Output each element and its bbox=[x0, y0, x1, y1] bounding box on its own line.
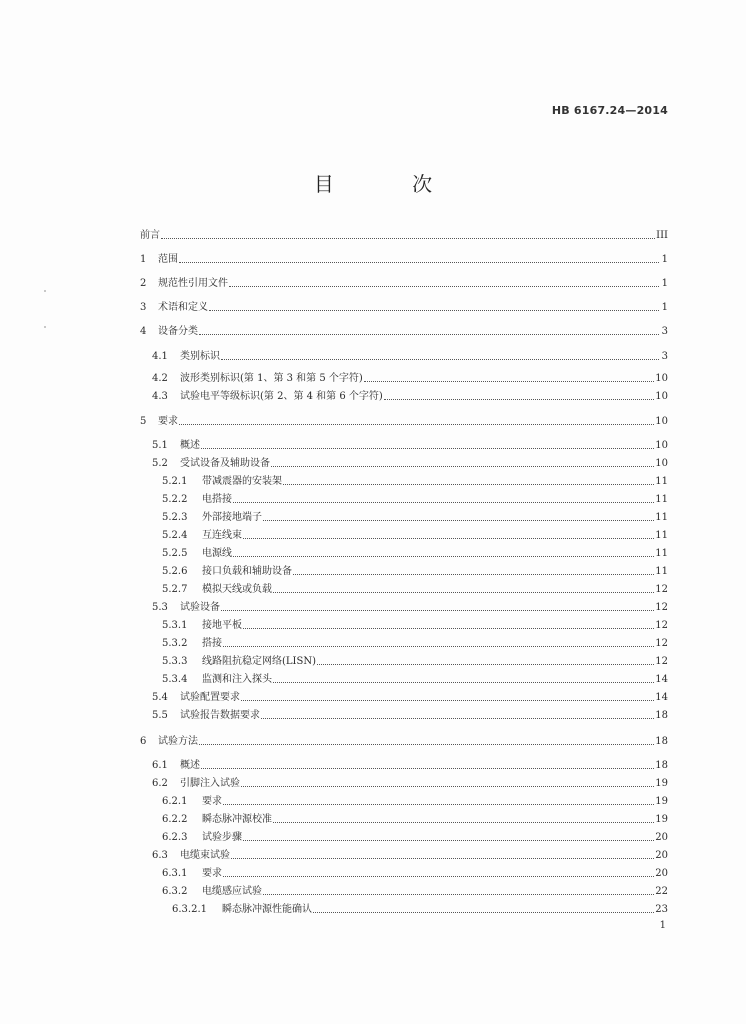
toc-entry[interactable] bbox=[162, 792, 668, 808]
toc-entry-page: 18 bbox=[655, 760, 668, 771]
toc-entry-title: 类别标识 bbox=[180, 351, 220, 362]
toc-entry[interactable] bbox=[162, 882, 668, 898]
toc-entry-page: 3 bbox=[661, 326, 668, 337]
toc-entry-number: 5.1 bbox=[152, 440, 168, 451]
toc-leader-dots bbox=[223, 804, 654, 805]
toc-entry-page: 10 bbox=[655, 416, 668, 427]
toc-leader-dots bbox=[283, 484, 654, 485]
toc-entry-title: 要求 bbox=[202, 796, 222, 807]
toc-leader-dots bbox=[273, 822, 654, 823]
toc-entry-number: 6 bbox=[140, 736, 147, 747]
toc-entry-page: 12 bbox=[655, 638, 668, 649]
toc-entry-page: 18 bbox=[655, 736, 668, 747]
toc-entry-number: 6.2 bbox=[152, 778, 168, 789]
toc-entry-page: 20 bbox=[655, 850, 668, 861]
toc-entry-page: 20 bbox=[655, 832, 668, 843]
toc-entry-page: 11 bbox=[655, 494, 668, 505]
toc-entry-page: 19 bbox=[655, 778, 668, 789]
toc-leader-dots bbox=[209, 310, 659, 311]
toc-entry-page: 19 bbox=[655, 814, 668, 825]
toc-entry[interactable] bbox=[172, 900, 668, 916]
toc-entry-number: 5.2.2 bbox=[162, 494, 188, 505]
toc-entry-page: III bbox=[656, 230, 668, 241]
toc-leader-dots bbox=[241, 786, 654, 787]
toc-entry[interactable] bbox=[152, 598, 668, 614]
toc-entry-title: 电缆感应试验 bbox=[202, 886, 262, 897]
toc-entry[interactable] bbox=[162, 810, 668, 826]
toc-entry[interactable] bbox=[162, 670, 668, 686]
page-number: 1 bbox=[659, 920, 666, 931]
toc-entry[interactable] bbox=[162, 828, 668, 844]
toc-entry-title: 电源线 bbox=[202, 548, 232, 559]
toc-entry-number: 2 bbox=[140, 278, 147, 289]
toc-entry-number: 6.2.1 bbox=[162, 796, 188, 807]
toc-entry[interactable] bbox=[140, 250, 668, 266]
toc-leader-dots bbox=[179, 262, 659, 263]
toc-leader-dots bbox=[263, 894, 654, 895]
toc-entry-title: 前言 bbox=[140, 230, 160, 241]
toc-entry-number: 5 bbox=[140, 416, 147, 427]
toc-entry-number: 5.2.7 bbox=[162, 584, 188, 595]
toc-entry-title: 电搭接 bbox=[202, 494, 232, 505]
toc-entry-title: 线路阻抗稳定网络(LISN) bbox=[202, 656, 316, 667]
toc-entry-page: 19 bbox=[655, 796, 668, 807]
toc-entry-title: 试验报告数据要求 bbox=[180, 710, 260, 721]
toc-leader-dots bbox=[199, 744, 654, 745]
toc-leader-dots bbox=[201, 448, 654, 449]
toc-leader-dots bbox=[384, 399, 654, 400]
toc-entry-page: 14 bbox=[655, 692, 668, 703]
toc-entry-number: 5.2.6 bbox=[162, 566, 188, 577]
toc-entry-number: 1 bbox=[140, 254, 147, 265]
toc-entry-title: 波形类别标识(第 1、第 3 和第 5 个字符) bbox=[180, 373, 363, 384]
scan-speck bbox=[44, 326, 46, 328]
toc-entry[interactable] bbox=[152, 846, 668, 862]
toc-entry-page: 12 bbox=[655, 620, 668, 631]
toc-leader-dots bbox=[293, 574, 654, 575]
toc-leader-dots bbox=[223, 876, 654, 877]
toc-entry-title: 试验步骤 bbox=[202, 832, 242, 843]
toc-entry-page: 10 bbox=[655, 458, 668, 469]
toc-entry[interactable] bbox=[140, 322, 668, 338]
toc-entry-number: 5.3 bbox=[152, 602, 168, 613]
toc-entry[interactable] bbox=[162, 490, 668, 506]
toc-entry-title: 概述 bbox=[180, 760, 200, 771]
toc-entry[interactable] bbox=[162, 544, 668, 560]
toc-entry-title: 试验方法 bbox=[158, 736, 198, 747]
toc-entry-number: 6.3.1 bbox=[162, 868, 188, 879]
toc-entry[interactable] bbox=[152, 387, 668, 403]
toc-entry[interactable] bbox=[152, 436, 668, 452]
toc-entry-title: 术语和定义 bbox=[158, 302, 208, 313]
toc-entry-page: 10 bbox=[655, 373, 668, 384]
toc-entry-number: 5.2.3 bbox=[162, 512, 188, 523]
toc-entry-page: 11 bbox=[655, 530, 668, 541]
toc-leader-dots bbox=[273, 592, 654, 593]
toc-entry[interactable] bbox=[140, 732, 668, 748]
toc-leader-dots bbox=[233, 556, 654, 557]
toc-entry[interactable] bbox=[140, 412, 668, 428]
toc-entry[interactable] bbox=[140, 298, 668, 314]
toc-leader-dots bbox=[261, 718, 654, 719]
toc-entry-page: 1 bbox=[661, 302, 668, 313]
toc-entry-page: 11 bbox=[655, 548, 668, 559]
toc-entry-number: 3 bbox=[140, 302, 147, 313]
toc-leader-dots bbox=[243, 628, 654, 629]
toc-entry-number: 4.1 bbox=[152, 351, 168, 362]
toc-entry[interactable] bbox=[152, 756, 668, 772]
toc-leader-dots bbox=[201, 768, 654, 769]
toc-entry-number: 6.2.2 bbox=[162, 814, 188, 825]
toc-entry-title: 受试设备及辅助设备 bbox=[180, 458, 270, 469]
toc-entry-title: 接口负载和辅助设备 bbox=[202, 566, 292, 577]
toc-leader-dots bbox=[317, 664, 654, 665]
toc-entry-page: 12 bbox=[655, 602, 668, 613]
toc-leader-dots bbox=[313, 912, 654, 913]
toc-leader-dots bbox=[231, 858, 654, 859]
toc-entry[interactable] bbox=[140, 226, 668, 242]
toc-entry-page: 23 bbox=[655, 904, 668, 915]
toc-entry-number: 5.2.1 bbox=[162, 476, 188, 487]
toc-entry-number: 5.2.4 bbox=[162, 530, 188, 541]
toc-entry-title: 带减震器的安装架 bbox=[202, 476, 282, 487]
toc-entry-number: 6.3 bbox=[152, 850, 168, 861]
toc-entry[interactable] bbox=[152, 706, 668, 722]
toc-entry-page: 11 bbox=[655, 566, 668, 577]
toc-entry[interactable] bbox=[162, 634, 668, 650]
toc-entry-number: 6.3.2 bbox=[162, 886, 188, 897]
toc-entry-title: 试验电平等级标识(第 2、第 4 和第 6 个字符) bbox=[180, 391, 383, 402]
toc-entry-page: 22 bbox=[655, 886, 668, 897]
toc-entry-page: 3 bbox=[661, 351, 668, 362]
toc-entry-page: 11 bbox=[655, 476, 668, 487]
toc-entry[interactable] bbox=[162, 864, 668, 880]
toc-entry-title: 电缆束试验 bbox=[180, 850, 230, 861]
toc-entry-page: 12 bbox=[655, 584, 668, 595]
toc-entry[interactable] bbox=[152, 774, 668, 790]
toc-entry-title: 范围 bbox=[158, 254, 178, 265]
toc-entry-page: 18 bbox=[655, 710, 668, 721]
toc-entry-number: 4.3 bbox=[152, 391, 168, 402]
toc-entry-number: 5.3.3 bbox=[162, 656, 188, 667]
toc-leader-dots bbox=[233, 502, 654, 503]
toc-leader-dots bbox=[221, 359, 659, 360]
toc-entry-number: 5.2 bbox=[152, 458, 168, 469]
toc-leader-dots bbox=[241, 700, 654, 701]
toc-leader-dots bbox=[243, 840, 654, 841]
toc-entry-title: 瞬态脉冲源性能确认 bbox=[222, 904, 312, 915]
toc-leader-dots bbox=[243, 538, 654, 539]
toc-entry-title: 要求 bbox=[202, 868, 222, 879]
toc-entry-number: 5.2.5 bbox=[162, 548, 188, 559]
toc-entry-number: 5.3.1 bbox=[162, 620, 188, 631]
toc-leader-dots bbox=[273, 682, 654, 683]
toc-entry-number: 6.3.2.1 bbox=[172, 904, 207, 915]
toc-entry[interactable] bbox=[162, 652, 668, 668]
toc-entry[interactable] bbox=[162, 472, 668, 488]
toc-entry-title: 接地平板 bbox=[202, 620, 242, 631]
toc-entry-page: 1 bbox=[661, 278, 668, 289]
toc-entry[interactable] bbox=[162, 562, 668, 578]
toc-entry-page: 12 bbox=[655, 656, 668, 667]
toc-entry-number: 5.3.4 bbox=[162, 674, 188, 685]
toc-leader-dots bbox=[221, 610, 654, 611]
toc-leader-dots bbox=[271, 466, 654, 467]
toc-entry[interactable] bbox=[140, 274, 668, 290]
toc-entry-page: 10 bbox=[655, 440, 668, 451]
toc-entry-number: 5.3.2 bbox=[162, 638, 188, 649]
scan-speck bbox=[44, 290, 46, 292]
toc-entry-title: 概述 bbox=[180, 440, 200, 451]
toc-entry-title: 试验配置要求 bbox=[180, 692, 240, 703]
page-title: 目 次 bbox=[313, 172, 469, 196]
toc-entry-title: 模拟天线或负载 bbox=[202, 584, 272, 595]
toc-entry[interactable] bbox=[152, 347, 668, 363]
toc-entry-number: 6.1 bbox=[152, 760, 168, 771]
toc-leader-dots bbox=[364, 381, 654, 382]
toc-entry-title: 监测和注入探头 bbox=[202, 674, 272, 685]
toc-entry[interactable] bbox=[162, 526, 668, 542]
toc-leader-dots bbox=[161, 238, 655, 239]
toc-entry-title: 设备分类 bbox=[158, 326, 198, 337]
toc-entry[interactable] bbox=[162, 580, 668, 596]
toc-entry-number: 4 bbox=[140, 326, 147, 337]
toc-leader-dots bbox=[263, 520, 654, 521]
toc-entry-title: 引脚注入试验 bbox=[180, 778, 240, 789]
toc-entry[interactable] bbox=[152, 688, 668, 704]
toc-entry[interactable] bbox=[162, 616, 668, 632]
toc-entry-page: 10 bbox=[655, 391, 668, 402]
toc-entry-title: 互连线束 bbox=[202, 530, 242, 541]
toc-entry-number: 5.4 bbox=[152, 692, 168, 703]
toc-entry-number: 6.2.3 bbox=[162, 832, 188, 843]
toc-entry[interactable] bbox=[152, 454, 668, 470]
toc-entry[interactable] bbox=[162, 508, 668, 524]
toc-entry-number: 5.5 bbox=[152, 710, 168, 721]
standard-number: HB 6167.24—2014 bbox=[551, 104, 668, 117]
toc-leader-dots bbox=[223, 646, 654, 647]
toc-entry-title: 规范性引用文件 bbox=[158, 278, 228, 289]
toc-entry-number: 4.2 bbox=[152, 373, 168, 384]
toc-entry-title: 外部接地端子 bbox=[202, 512, 262, 523]
toc-entry-page: 14 bbox=[655, 674, 668, 685]
toc-leader-dots bbox=[179, 424, 654, 425]
toc-entry-page: 1 bbox=[661, 254, 668, 265]
toc-entry[interactable] bbox=[152, 369, 668, 385]
toc-leader-dots bbox=[199, 334, 659, 335]
toc-entry-page: 20 bbox=[655, 868, 668, 879]
toc-entry-title: 搭接 bbox=[202, 638, 222, 649]
toc-entry-title: 瞬态脉冲源校准 bbox=[202, 814, 272, 825]
toc-leader-dots bbox=[229, 286, 659, 287]
toc-entry-page: 11 bbox=[655, 512, 668, 523]
toc-entry-title: 试验设备 bbox=[180, 602, 220, 613]
toc-entry-title: 要求 bbox=[158, 416, 178, 427]
